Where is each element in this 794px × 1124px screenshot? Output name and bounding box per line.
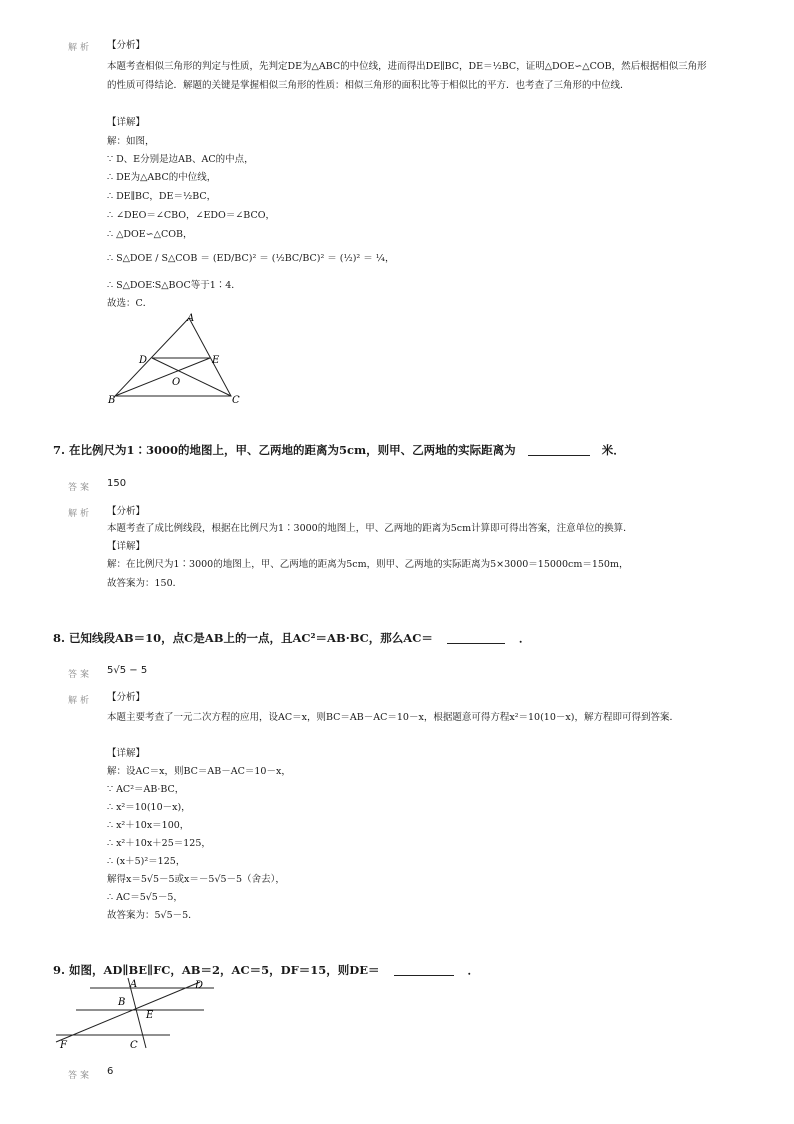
step-line: 故答案为：150． bbox=[107, 578, 183, 589]
step-line: ∴ (x＋5)²＝125， bbox=[107, 856, 186, 867]
detail-heading: 【详解】 bbox=[107, 117, 146, 128]
step-line: ∴ x²＝10(10－x)， bbox=[107, 802, 191, 813]
analysis-text: 本题考查了成比例线段，根据在比例尺为1∶3000的地图上，甲、乙两地的距离为5cm计算即可得出答案，注意单位的换算． bbox=[107, 523, 633, 534]
step-line: 解：如图， bbox=[107, 136, 155, 147]
analysis-tag: 解析 bbox=[68, 509, 93, 519]
answer-tag: 答案 bbox=[68, 483, 93, 493]
question-7-unit: 米． bbox=[601, 443, 625, 457]
step-line: ∴ x²＋10x＝100， bbox=[107, 820, 190, 831]
step-line: ∴ x²＋10x＋25＝125， bbox=[107, 838, 211, 849]
label-b: B bbox=[108, 395, 116, 406]
analysis-text: 本题考查相似三角形的判定与性质，先判定DE为△ABC的中位线，进而得出DE∥BC，DE＝½BC，证明△DOE∽△COB，然后根据相似三角形的性质可得结论．解题的关键是掌握相似三角形的性质：相似三角形的面积比等于相似比的平方．也考查了三角形的中位线． bbox=[107, 61, 707, 91]
question-7-text: 7. 在比例尺为1∶3000的地图上，甲、乙两地的距离为5cm，则甲、乙两地的实际距离为 bbox=[53, 443, 516, 457]
step-line: ∴ S△DOE / S△COB ＝ (ED/BC)² ＝ (½BC/BC)² ＝ (½)² ＝ ¼， bbox=[107, 253, 395, 264]
step-line: 故选：C． bbox=[107, 298, 153, 309]
label-e: E bbox=[212, 355, 220, 366]
step-line: ∴ DE∥BC，DE＝½BC， bbox=[107, 191, 217, 202]
answer-value: 5√5 − 5 bbox=[107, 665, 148, 676]
question-8-end: ． bbox=[518, 631, 531, 645]
label-e: E bbox=[146, 1010, 154, 1021]
analysis-heading: 【分析】 bbox=[107, 692, 146, 703]
parallel-lines-figure bbox=[52, 976, 227, 1052]
step-line: ∴ △DOE∽△COB， bbox=[107, 229, 193, 240]
label-d: D bbox=[139, 355, 148, 366]
analysis-tag: 解析 bbox=[68, 696, 93, 706]
analysis-tag: 解析 bbox=[68, 43, 93, 53]
step-line: 故答案为：5√5－5． bbox=[107, 910, 198, 921]
step-line: ∴ AC＝5√5－5， bbox=[107, 892, 183, 903]
step-line: ∵ AC²＝AB·BC， bbox=[107, 784, 185, 795]
question-9-text: 9. 如图，AD∥BE∥FC，AB＝2，AC＝5，DF＝15，则DE＝ bbox=[53, 963, 380, 977]
question-8-text: 8. 已知线段AB＝10，点C是AB上的一点，且AC²＝AB·BC，那么AC＝ bbox=[53, 631, 433, 645]
step-line: ∴ ∠DEO＝∠CBO，∠EDO＝∠BCO， bbox=[107, 210, 276, 221]
label-c: C bbox=[130, 1040, 138, 1051]
answer-tag: 答案 bbox=[68, 670, 93, 680]
label-f: F bbox=[60, 1040, 67, 1051]
label-o: O bbox=[172, 377, 181, 388]
step-line: ∵ D、E分别是边AB、AC的中点， bbox=[107, 154, 254, 165]
step-line: ∴ DE为△ABC的中位线， bbox=[107, 172, 217, 183]
analysis-text: 本题主要考查了一元二次方程的应用，设AC＝x，则BC＝AB－AC＝10－x，根据题意可得方程x²＝10(10－x)，解方程即可得到答案． bbox=[107, 712, 679, 723]
step-line: 解：在比例尺为1∶3000的地图上，甲、乙两地的距离为5cm，则甲、乙两地的实际距离为5×3000＝15000cm＝150m， bbox=[107, 559, 629, 570]
step-line: 解得x＝5√5－5或x＝－5√5－5（舍去）， bbox=[107, 874, 285, 885]
question-8 bbox=[53, 630, 530, 646]
detail-heading: 【详解】 bbox=[107, 748, 146, 759]
answer-value: 150 bbox=[107, 478, 127, 489]
answer-blank bbox=[394, 975, 454, 976]
analysis-heading: 【分析】 bbox=[107, 40, 146, 51]
step-line: 解：设AC＝x，则BC＝AB－AC＝10－x， bbox=[107, 766, 291, 777]
detail-heading: 【详解】 bbox=[107, 541, 146, 552]
answer-tag: 答案 bbox=[68, 1071, 93, 1081]
triangle-figure bbox=[105, 310, 245, 408]
question-9-end: ． bbox=[467, 963, 480, 977]
step-line: ∴ S△DOE∶S△BOC等于1∶4． bbox=[107, 280, 241, 291]
label-c: C bbox=[232, 395, 240, 406]
answer-blank bbox=[528, 455, 590, 456]
analysis-heading: 【分析】 bbox=[107, 506, 146, 517]
answer-value: 6 bbox=[107, 1066, 114, 1077]
label-b: B bbox=[118, 997, 126, 1008]
label-d: D bbox=[195, 980, 204, 991]
question-7 bbox=[53, 442, 625, 458]
label-a: A bbox=[187, 313, 195, 324]
answer-blank bbox=[447, 643, 505, 644]
label-a: A bbox=[130, 979, 138, 990]
